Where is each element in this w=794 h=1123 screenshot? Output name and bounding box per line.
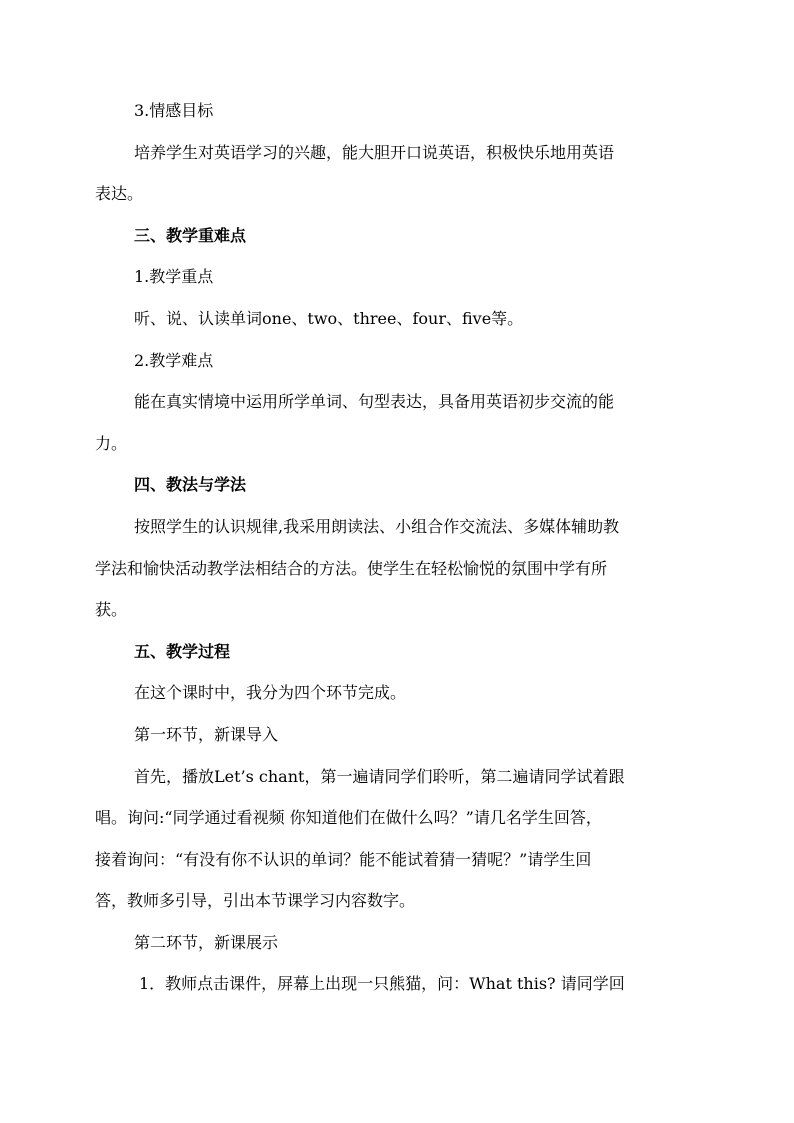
paragraph-line: 培养学生对英语学习的兴趣，能大胆开口说英语，积极快乐地用英语 bbox=[134, 142, 615, 162]
paragraph-line: 按照学生的认识规律,我采用朗读法、小组合作交流法、多媒体辅助教 bbox=[134, 516, 620, 536]
subheading-emotional-goal: 3.情感目标 bbox=[134, 101, 214, 120]
subheading-stage-one: 第一环节，新课导入 bbox=[134, 724, 279, 744]
paragraph-line: 首先，播放Let’s chant，第一遍请同学们聆听，第二遍请同学试着跟 bbox=[134, 766, 625, 786]
subheading-stage-two: 第二环节，新课展示 bbox=[134, 932, 279, 952]
paragraph-line: 获。 bbox=[95, 600, 128, 620]
paragraph-line: 答，教师多引导，引出本节课学习内容数字。 bbox=[95, 891, 416, 911]
section-heading-process: 五、教学过程 bbox=[134, 641, 231, 661]
section-heading-methods: 四、教法与学法 bbox=[134, 475, 247, 495]
paragraph-line: 听、说、认读单词one、two、three、four、five等。 bbox=[134, 308, 524, 328]
paragraph-line: 能在真实情境中运用所学单词、句型表达，具备用英语初步交流的能 bbox=[134, 392, 615, 412]
paragraph-line: 力。 bbox=[95, 433, 128, 453]
subheading-key-point: 1.教学重点 bbox=[134, 267, 214, 287]
paragraph-line: 唱。询问:“同学通过看视频 你知道他们在做什么吗？”请几名学生回答， bbox=[95, 808, 602, 828]
section-heading-key-points: 三、教学重难点 bbox=[134, 225, 247, 245]
document-body bbox=[95, 101, 701, 1016]
paragraph-line: 接着询问：“有没有你不认识的单词？能不能试着猜一猜呢？”请学生回 bbox=[95, 849, 592, 869]
paragraph-line: 学法和愉快活动教学法相结合的方法。使学生在轻松愉悦的氛围中学有所 bbox=[95, 558, 608, 578]
paragraph-line: 表达。 bbox=[95, 184, 144, 204]
subheading-difficulty: 2.教学难点 bbox=[134, 350, 214, 370]
paragraph-line: 在这个课时中，我分为四个环节完成。 bbox=[134, 683, 407, 703]
list-item: 1．教师点击课件，屏幕上出现一只熊猫，问：What this? 请同学回 bbox=[139, 974, 625, 994]
